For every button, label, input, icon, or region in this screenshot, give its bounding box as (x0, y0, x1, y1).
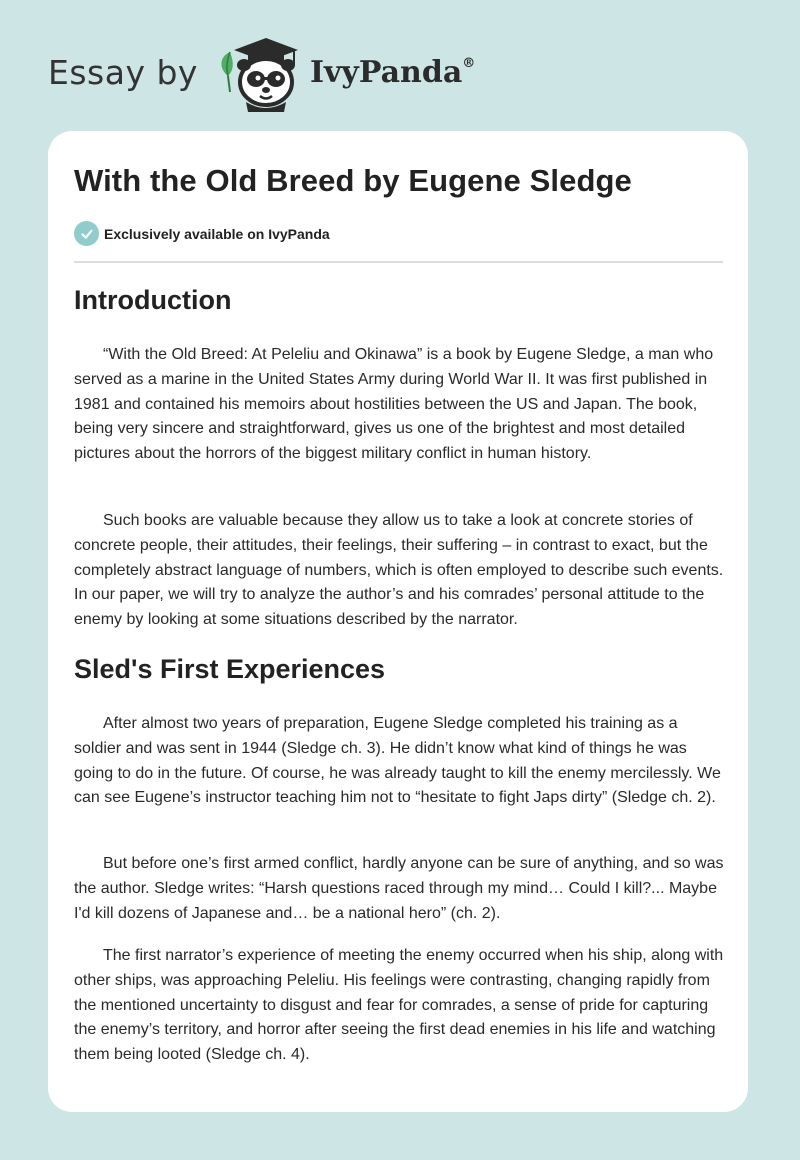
essay-card (48, 131, 748, 1112)
exclusive-badge (74, 221, 330, 246)
page-title: With the Old Breed by Eugene Sledge (74, 163, 632, 198)
registered-mark: ® (462, 55, 476, 71)
title-divider (74, 261, 723, 263)
panda-logo-icon (214, 32, 306, 112)
section-heading-first-experiences: Sled's First Experiences (74, 654, 386, 684)
paragraph: But before one’s first armed conflict, hardly anyone can be sure of anything, and so was the author. Sledge writes: “Harsh questions raced through my mind… Could I kill?... Maybe I'd kill dozens of Japanese and… be a national hero” (ch. 2). (74, 855, 724, 922)
brand-header (48, 32, 475, 112)
section-heading-introduction: Introduction (74, 285, 232, 315)
paragraph: Such books are valuable because they allow us to take a look at concrete stories of concrete people, their attitudes, their feelings, their suffering – in contrast to exact, but the completely abstract language of numbers, which is often employed to describe such events. In our paper, we will try to analyze the author’s and his comrades’ personal attitude to the enemy by looking at some situations described by the narrator. (74, 512, 724, 629)
paragraph: After almost two years of preparation, Eugene Sledge completed his training as a soldier and was sent in 1944 (Sledge ch. 3). He didn’t know what kind of things he was going to do in the future. Of course, he was already taught to kill the enemy mercilessly. We can see Eugene’s instructor teaching him not to “hesitate to fight Japs dirty” (Sledge ch. 2). (74, 715, 721, 807)
paragraph: The first narrator’s experience of meeting the enemy occurred when his ship, along with other ships, was approaching Peleliu. His feelings were contrasting, changing rapidly from the mentioned uncertainty to disgust and fear for comrades, a sense of pride for capturing the enemy’s territory, and horror after seeing the first dead enemies in his life and watching them being looted (Sledge ch. 4). (74, 947, 724, 1064)
paragraph: “With the Old Breed: At Peleliu and Okinawa” is a book by Eugene Sledge, a man who served as a marine in the United States Army during World War II. It was first published in 1981 and contained his memoirs about hostilities between the US and Japan. The book, being very sincere and straightforward, gives us one of the brightest and most detailed pictures about the horrors of the biggest military conflict in human history. (74, 346, 714, 463)
badge-label: Exclusively available on IvyPanda (104, 225, 330, 242)
brand-prefix: Essay by (48, 52, 198, 92)
check-icon (74, 221, 99, 246)
brand-name: IvyPanda® (309, 54, 476, 90)
